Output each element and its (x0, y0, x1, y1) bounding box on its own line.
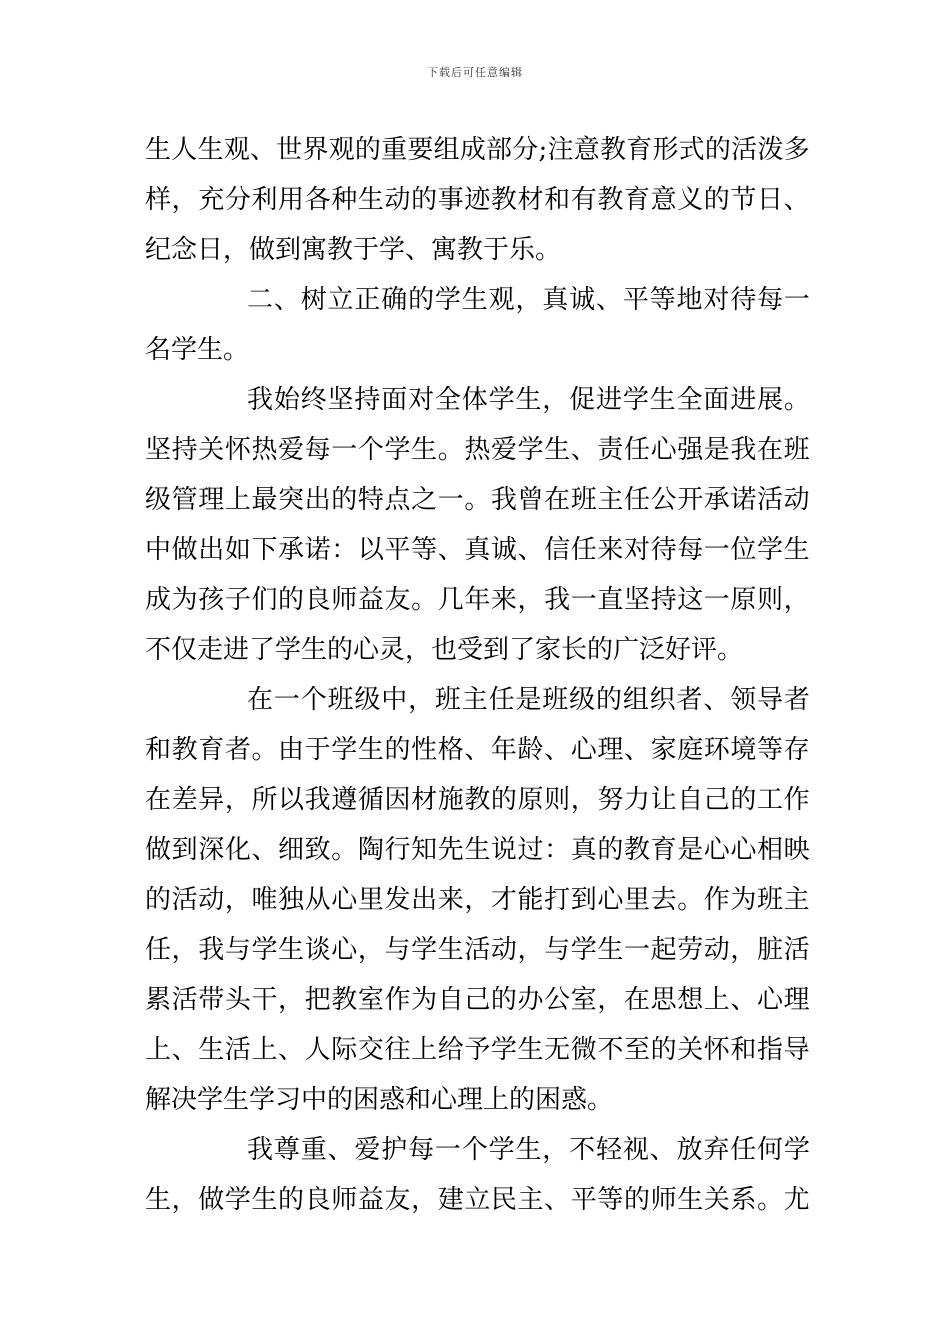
text-line: 在 一 个 班 级 中 ， 班 主 任 是 班 级 的 组 织 者 、 领 导 者 (247, 685, 810, 715)
text-line: 不仅走进了学生的心灵，也受到了家长的广泛好评。 (145, 635, 744, 665)
text-line: 成 为 孩 子 们 的 良 师 益 友 。 几 年 来 ， 我 一 直 坚 持 这 一 原 则 ， (145, 585, 810, 615)
text-line: 上 、 生 活 上 、 人 际 交 往 上 给 予 学 生 无 微 不 至 的 关 怀 和 指 导 (145, 1035, 810, 1065)
text-line: 中 做 出 如 下 承 诺 ： 以 平 等 、 真 诚 、 信 任 来 对 待 每 一 位 学 生 (145, 535, 810, 565)
document-body (145, 125, 810, 1225)
text-line: 做 到 深 化 、 细 致 。 陶 行 知 先 生 说 过 ： 真 的 教 育 是 心 心 相 映 (145, 835, 810, 865)
text-line: 纪念日，做到寓教于学、寓教于乐。 (145, 235, 562, 265)
text-line: 样 ， 充 分 利 用 各 种 生 动 的 事 迹 教 材 和 有 教 育 意 义 的 节 日 、 (145, 185, 810, 215)
text-line: 解决学生学习中的困惑和心理上的困惑。 (145, 1085, 614, 1115)
text-line: 累 活 带 头 干 ， 把 教 室 作 为 自 己 的 办 公 室 ， 在 思 想 上 、 心 理 (145, 985, 810, 1015)
text-line: 名学生。 (145, 335, 250, 365)
text-line: 我 尊 重 、 爱 护 每 一 个 学 生 ， 不 轻 视 、 放 弃 任 何 学 (247, 1135, 810, 1165)
text-line: 在 差 异 ， 所 以 我 遵 循 因 材 施 教 的 原 则 ， 努 力 让 自 己 的 工 作 (145, 785, 810, 815)
page-header: 下载后可任意编辑 (427, 66, 523, 79)
text-line: 我 始 终 坚 持 面 对 全 体 学 生 ， 促 进 学 生 全 面 进 展 。 (247, 385, 810, 415)
text-line: 的 活 动 ， 唯 独 从 心 里 发 出 来 ， 才 能 打 到 心 里 去 。 作 为 班 主 (145, 885, 810, 915)
text-line: 生 ， 做 学 生 的 良 师 益 友 ， 建 立 民 主 、 平 等 的 师 生 关 系 。 尤 (145, 1185, 810, 1215)
text-line: 生 人 生 观 、 世 界 观 的 重 要 组 成 部 分 ; 注 意 教 育 形 式 的 活 泼 多 (145, 135, 810, 165)
text-line: 级 管 理 上 最 突 出 的 特 点 之 一 。 我 曾 在 班 主 任 公 开 承 诺 活 动 (145, 485, 810, 515)
text-line: 任 ， 我 与 学 生 谈 心 ， 与 学 生 活 动 ， 与 学 生 一 起 劳 动 ， 脏 活 (145, 935, 810, 965)
text-line: 和 教 育 者 。 由 于 学 生 的 性 格 、 年 龄 、 心 理 、 家 庭 环 境 等 存 (145, 735, 810, 765)
text-line: 坚 持 关 怀 热 爱 每 一 个 学 生 。 热 爱 学 生 、 责 任 心 强 是 我 在 班 (145, 435, 810, 465)
text-line: 二 、 树 立 正 确 的 学 生 观 ， 真 诚 、 平 等 地 对 待 每 一 (247, 285, 810, 315)
